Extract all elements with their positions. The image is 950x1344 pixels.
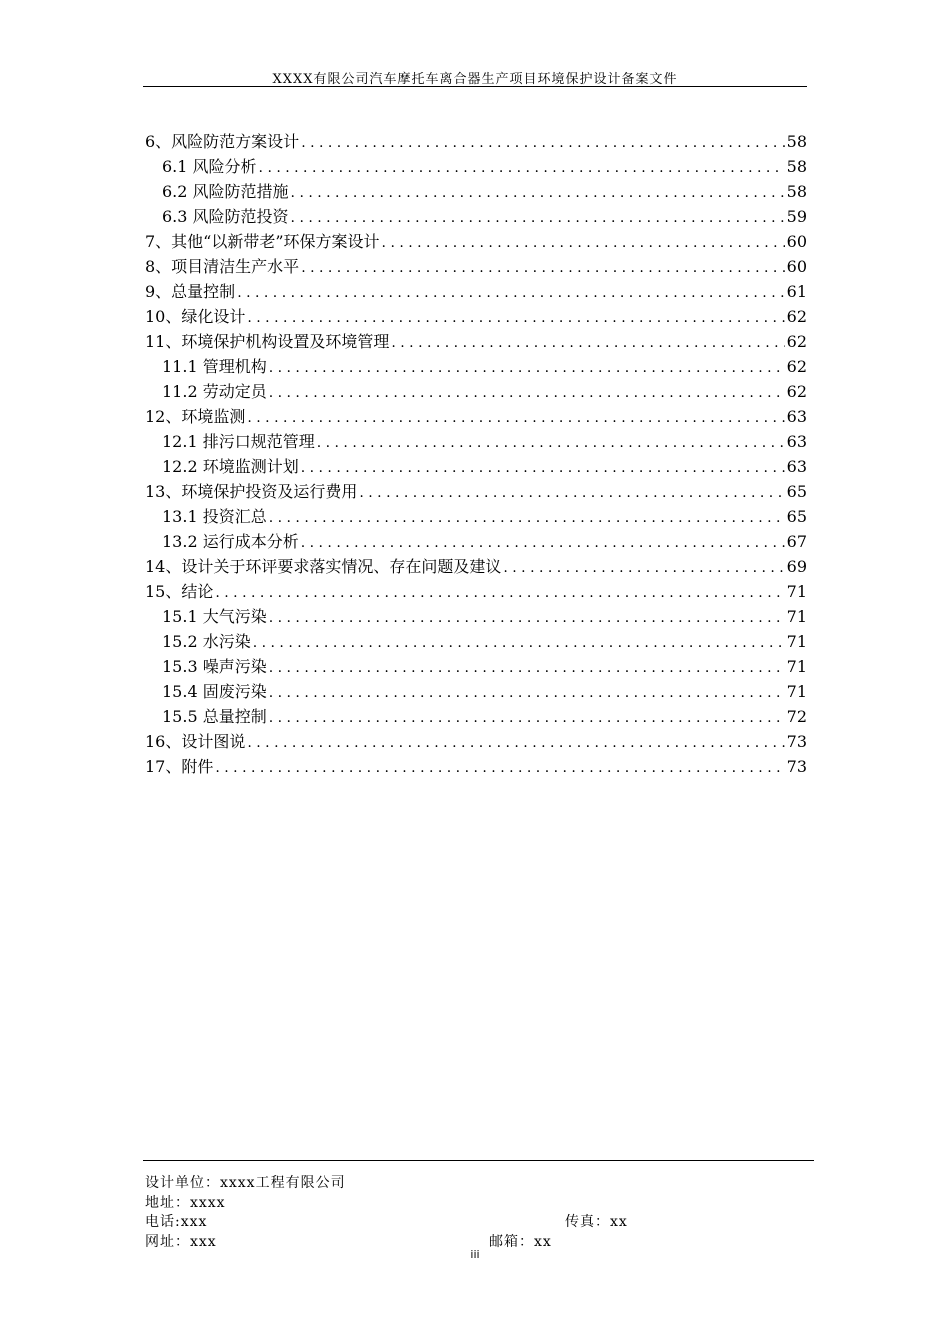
toc-dot-leader: [269, 381, 785, 406]
toc-entry-label: 12、环境监测: [145, 407, 246, 426]
toc-entry-page-number: 71: [786, 607, 807, 626]
toc-entry[interactable]: [145, 704, 807, 729]
header-divider: [143, 86, 807, 87]
page-number: iii: [470, 1248, 480, 1261]
toc-entry[interactable]: [145, 254, 807, 279]
toc-dot-leader: [391, 331, 784, 356]
toc-entry[interactable]: [145, 179, 807, 204]
toc-dot-leader: [247, 731, 784, 756]
toc-entry-page-number: 62: [786, 382, 807, 401]
footer-fax: 传真：xx: [565, 1214, 628, 1230]
toc-dot-leader: [301, 256, 784, 281]
toc-dot-leader: [359, 481, 784, 506]
toc-entry-page-number: 62: [786, 357, 807, 376]
toc-entry-page-number: 60: [786, 232, 807, 251]
toc-entry[interactable]: [145, 304, 807, 329]
toc-entry-page-number: 61: [786, 282, 807, 301]
toc-dot-leader: [269, 706, 785, 731]
toc-entry[interactable]: [145, 329, 807, 354]
toc-entry-page-number: 59: [786, 207, 807, 226]
footer-company: 设计单位：xxxx工程有限公司: [145, 1175, 346, 1191]
toc-dot-leader: [291, 181, 785, 206]
footer-website: 网址：xxx: [145, 1234, 217, 1250]
toc-entry[interactable]: [145, 454, 807, 479]
toc-dot-leader: [382, 231, 785, 256]
toc-entry-label: 8、项目清洁生产水平: [145, 257, 300, 276]
toc-entry-page-number: 63: [786, 407, 807, 426]
toc-entry[interactable]: [145, 479, 807, 504]
toc-entry-page-number: 73: [786, 757, 807, 776]
toc-entry[interactable]: [145, 754, 807, 779]
toc-dot-leader: [269, 506, 785, 531]
footer-email: 邮箱：xx: [489, 1234, 552, 1250]
toc-entry-page-number: 62: [786, 332, 807, 351]
toc-entry-label: 17、附件: [145, 757, 214, 776]
toc-dot-leader: [259, 156, 785, 181]
toc-entry[interactable]: [145, 154, 807, 179]
toc-entry[interactable]: [145, 279, 807, 304]
toc-dot-leader: [215, 756, 784, 781]
toc-dot-leader: [301, 456, 785, 481]
toc-dot-leader: [291, 206, 785, 231]
toc-entry-page-number: 65: [786, 507, 807, 526]
toc-entry-label: 12.2 环境监测计划: [162, 457, 299, 476]
footer-address: 地址：xxxx: [145, 1195, 226, 1211]
toc-entry[interactable]: [145, 629, 807, 654]
toc-entry-page-number: 73: [786, 732, 807, 751]
toc-entry-page-number: 63: [786, 457, 807, 476]
toc-entry-page-number: 62: [786, 307, 807, 326]
toc-entry-page-number: 71: [786, 657, 807, 676]
toc-entry[interactable]: [145, 379, 807, 404]
toc-entry[interactable]: [145, 504, 807, 529]
toc-entry[interactable]: [145, 129, 807, 154]
toc-entry[interactable]: [145, 679, 807, 704]
toc-dot-leader: [503, 556, 784, 581]
table-of-contents: [145, 129, 807, 779]
toc-dot-leader: [269, 356, 785, 381]
toc-entry-page-number: 58: [786, 132, 807, 151]
footer-phone: 电话:xxx: [145, 1214, 208, 1230]
toc-entry-label: 14、设计关于环评要求落实情况、存在问题及建议: [145, 557, 502, 576]
toc-entry-label: 13、环境保护投资及运行费用: [145, 482, 358, 501]
footer-divider: [143, 1160, 814, 1161]
toc-dot-leader: [247, 306, 784, 331]
toc-entry[interactable]: [145, 354, 807, 379]
toc-entry-page-number: 71: [786, 632, 807, 651]
toc-entry-label: 15.2 水污染: [162, 632, 251, 651]
toc-entry-label: 6、风险防范方案设计: [145, 132, 300, 151]
toc-entry-page-number: 65: [786, 482, 807, 501]
toc-entry-label: 6.2 风险防范措施: [162, 182, 289, 201]
toc-entry-label: 11、环境保护机构设置及环境管理: [145, 332, 390, 351]
toc-entry-page-number: 67: [786, 532, 807, 551]
toc-dot-leader: [301, 531, 785, 556]
toc-entry-page-number: 58: [786, 157, 807, 176]
toc-dot-leader: [301, 131, 784, 156]
toc-entry-label: 10、绿化设计: [145, 307, 246, 326]
toc-entry-page-number: 71: [786, 582, 807, 601]
toc-entry-page-number: 60: [786, 257, 807, 276]
toc-entry-page-number: 71: [786, 682, 807, 701]
toc-entry[interactable]: [145, 529, 807, 554]
toc-dot-leader: [215, 581, 784, 606]
toc-entry[interactable]: [145, 404, 807, 429]
toc-entry-label: 15.1 大气污染: [162, 607, 267, 626]
toc-entry[interactable]: [145, 579, 807, 604]
toc-entry-label: 6.3 风险防范投资: [162, 207, 289, 226]
toc-dot-leader: [269, 606, 785, 631]
toc-dot-leader: [253, 631, 785, 656]
toc-entry-label: 11.1 管理机构: [162, 357, 267, 376]
toc-entry[interactable]: [145, 204, 807, 229]
toc-entry-label: 13.1 投资汇总: [162, 507, 267, 526]
toc-entry[interactable]: [145, 729, 807, 754]
toc-entry-label: 16、设计图说: [145, 732, 246, 751]
toc-entry-label: 6.1 风险分析: [162, 157, 257, 176]
toc-entry-label: 15.3 噪声污染: [162, 657, 267, 676]
toc-dot-leader: [317, 431, 785, 456]
document-header-title: XXXX有限公司汽车摩托车离合器生产项目环境保护设计备案文件: [272, 72, 678, 87]
toc-entry-label: 9、总量控制: [145, 282, 236, 301]
toc-entry-label: 15、结论: [145, 582, 214, 601]
toc-dot-leader: [269, 681, 785, 706]
toc-entry[interactable]: [145, 229, 807, 254]
toc-entry-page-number: 69: [786, 557, 807, 576]
toc-entry-label: 15.5 总量控制: [162, 707, 267, 726]
toc-entry-page-number: 63: [786, 432, 807, 451]
toc-entry[interactable]: [145, 429, 807, 454]
toc-dot-leader: [237, 281, 784, 306]
toc-entry[interactable]: [145, 604, 807, 629]
toc-entry[interactable]: [145, 654, 807, 679]
toc-entry-label: 7、其他“以新带老”环保方案设计: [145, 232, 380, 251]
toc-entry-page-number: 72: [786, 707, 807, 726]
toc-entry-label: 13.2 运行成本分析: [162, 532, 299, 551]
toc-dot-leader: [269, 656, 785, 681]
toc-entry-label: 12.1 排污口规范管理: [162, 432, 315, 451]
toc-entry[interactable]: [145, 554, 807, 579]
toc-entry-page-number: 58: [786, 182, 807, 201]
toc-dot-leader: [247, 406, 784, 431]
toc-entry-label: 11.2 劳动定员: [162, 382, 267, 401]
toc-entry-label: 15.4 固废污染: [162, 682, 267, 701]
